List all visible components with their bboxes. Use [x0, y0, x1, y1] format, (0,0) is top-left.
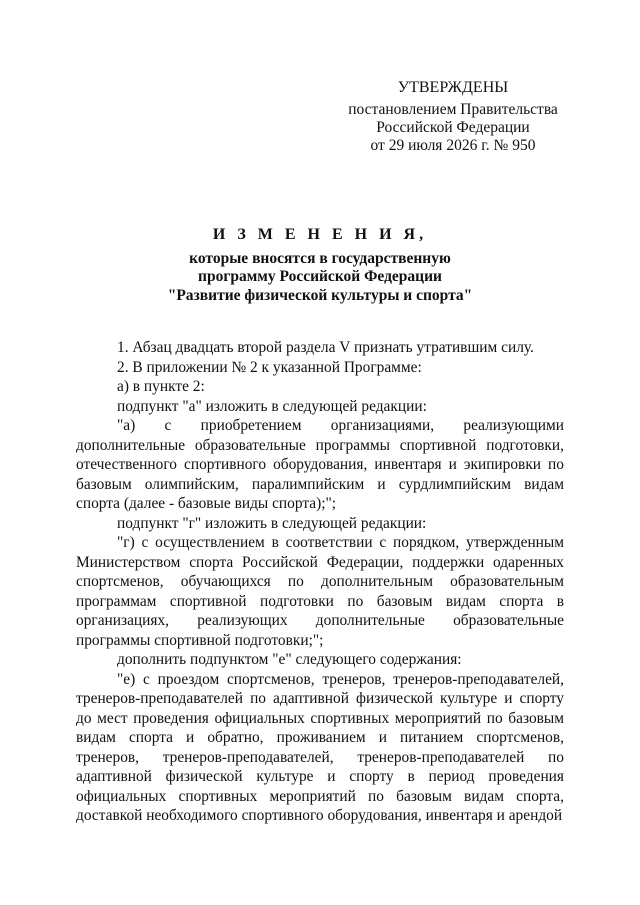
- approval-line: Российской Федерации: [376, 119, 530, 136]
- paragraph: "а) с приобретением организациями, реализующими дополнительные образовательные программы спортивной подготовки, отечественного спортивного оборудования, инвентаря и экипировки по базовым олимпийским, паралимпийским и сурдлимпийским видам спорта (далее - базовые виды спорта);";: [76, 417, 564, 512]
- approval-line: постановлением Правительства: [348, 101, 558, 118]
- paragraph: подпункт "г" изложить в следующей редакции:: [117, 514, 427, 532]
- paragraph: а) в пункте 2:: [117, 378, 205, 395]
- approval-stamp: [345, 79, 561, 155]
- paragraph: "г) с осуществлением в соответствии с порядком, утвержденным Министерством спорта Российской Федерации, поддержки одаренных спортсменов, обучающихся по дополнительным образовательным программам спортивной подготовки по базовым видам спорта в организациях, реализующих дополнительные образовательные программы спортивной подготовки;";: [76, 534, 564, 649]
- title-heading: И З М Е Н Е Н И Я,: [212, 226, 428, 243]
- approval-date: от 29 июля 2026 г. № 950: [370, 137, 536, 154]
- approval-heading: УТВЕРЖДЕНЫ: [397, 79, 509, 96]
- title-line: "Развитие физической культуры и спорта": [167, 286, 473, 304]
- paragraph: подпункт "а" изложить в следующей редакции:: [117, 397, 427, 415]
- paragraph: 1. Абзац двадцать второй раздела V признать утратившим силу.: [117, 339, 534, 356]
- paragraph: "е) с проездом спортсменов, тренеров, тренеров-преподавателей, тренеров-преподавателей по адаптивной физической культуре и спорту до мест проведения официальных спортивных мероприятий по базовым видам спорта и обратно, проживанием и питанием спортсменов, тренеров, тренеров-преподавателей, тренеров-преподавателей по адаптивной физической культуре и спорту в период проведения официальных спортивных мероприятий по базовым видам спорта, доставкой необходимого спортивного оборудования, инвентаря и арендой: [76, 670, 564, 824]
- paragraph: дополнить подпунктом "е" следующего содержания:: [117, 651, 462, 668]
- paragraph: 2. В приложении № 2 к указанной Программе:: [117, 358, 422, 376]
- title-line: которые вносятся в государственную: [189, 249, 451, 267]
- document-body: [76, 338, 564, 826]
- document-title: [60, 226, 580, 305]
- title-line: программу Российской Федерации: [198, 268, 442, 285]
